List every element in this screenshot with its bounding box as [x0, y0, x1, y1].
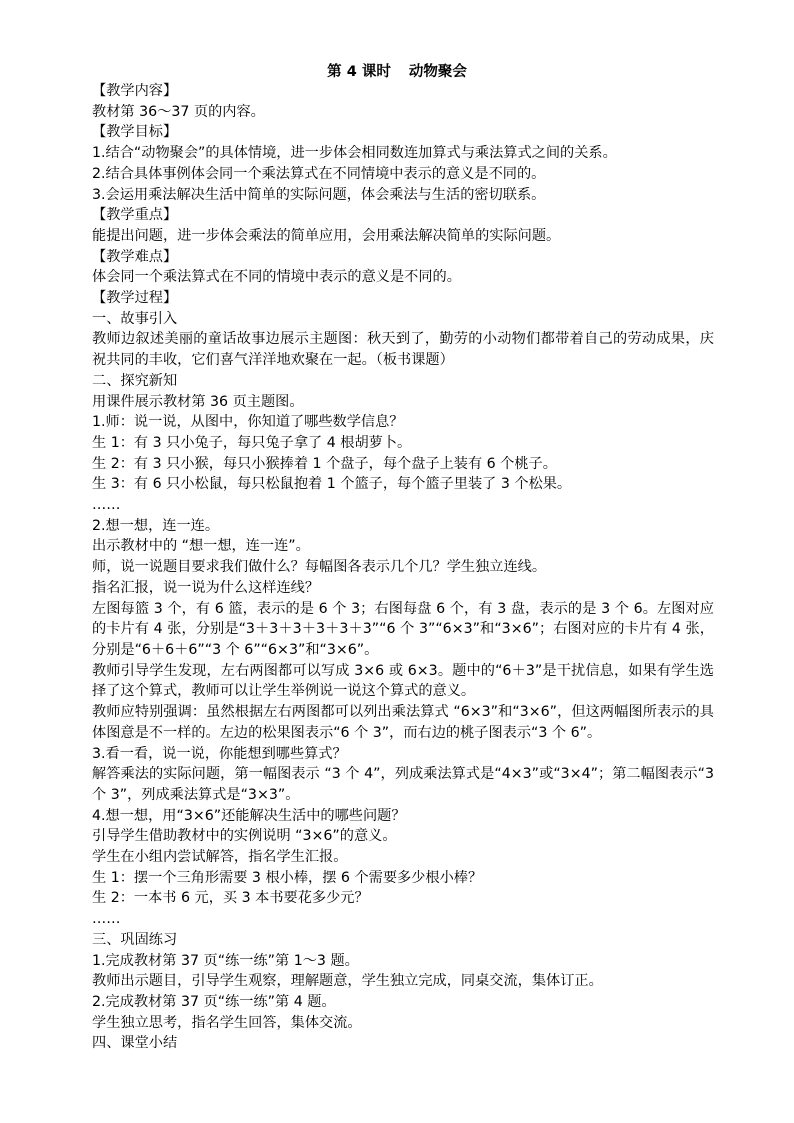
paragraph: 用课件展示教材第 36 页主题图。 — [92, 393, 304, 410]
paragraph: 教师应特别强调：虽然根据左右两图都可以列出乘法算式 “6×3”和“3×6”，但这两幅图所表示的具体图意是不一样的。左边的松果图表示“6 个 3”，而右边的桃子图表示“3 个 6”。 — [92, 704, 714, 741]
paragraph: 解答乘法的实际问题，第一幅图表示 “3 个 4”，列成乘法算式是“4×3”或“3×4”；第二幅图表示“3 个 3”，列成乘法算式是“3×3”。 — [92, 766, 714, 803]
document-body — [92, 81, 714, 1054]
paragraph: 生 1：有 3 只小兔子，每只兔子拿了 4 根胡萝卜。 — [92, 434, 412, 451]
lesson-title — [0, 62, 794, 82]
paragraph: 三、巩固练习 — [92, 931, 178, 948]
paragraph: 教材第 36～37 页的内容。 — [92, 103, 265, 120]
paragraph: 2.完成教材第 37 页“练一练”第 4 题。 — [92, 993, 336, 1010]
paragraph: 教师引导学生发现，左右两图都可以写成 3×6 或 6×3。题中的“6＋3”是干扰信息，如果有学生选择了这个算式，教师可以让学生举例说一说这个算式的意义。 — [92, 662, 714, 700]
paragraph: …… — [92, 911, 121, 928]
paragraph: 学生在小组内尝试解答，指名学生汇报。 — [92, 849, 348, 866]
paragraph: 【教学过程】 — [92, 290, 178, 307]
paragraph: 出示教材中的 “想一想，连一连”。 — [92, 538, 310, 555]
lesson-name: 动物聚会 — [408, 64, 467, 80]
paragraph: 一、故事引入 — [92, 310, 178, 327]
paragraph: 3.看一看，说一说，你能想到哪些算式？ — [92, 745, 347, 762]
paragraph: 【教学内容】 — [92, 83, 178, 99]
paragraph: 【教学重点】 — [92, 207, 178, 224]
paragraph: 二、探究新知 — [92, 372, 178, 389]
paragraph: 2.想一想，连一连。 — [92, 517, 220, 534]
paragraph: 1.完成教材第 37 页“练一练”第 1～3 题。 — [92, 952, 359, 969]
paragraph: 教师出示题目，引导学生观察，理解题意，学生独立完成，同桌交流，集体订正。 — [92, 973, 603, 990]
paragraph: 教师边叙述美丽的童话故事边展示主题图：秋天到了，勤劳的小动物们都带着自己的劳动成果，庆祝共同的丰收，它们喜气洋洋地欢聚在一起。（板书课题） — [92, 331, 714, 369]
paragraph: 1.师：说一说，从图中，你知道了哪些数学信息？ — [92, 414, 404, 431]
paragraph: 3.会运用乘法解决生活中简单的实际问题，体会乘法与生活的密切联系。 — [92, 186, 546, 203]
paragraph: 师，说一说题目要求我们做什么？每幅图各表示几个几？学生独立连线。 — [92, 559, 547, 576]
paragraph: 【教学难点】 — [92, 248, 178, 265]
lesson-number: 第 4 课时 — [327, 64, 391, 80]
paragraph: 学生独立思考，指名学生回答，集体交流。 — [92, 1014, 362, 1031]
paragraph: 四、课堂小结 — [92, 1035, 178, 1052]
paragraph: 生 1：摆一个三角形需要 3 根小棒，摆 6 个需要多少根小棒？ — [92, 869, 483, 886]
paragraph: 2.结合具体事例体会同一个乘法算式在不同情境中表示的意义是不同的。 — [92, 165, 546, 182]
paragraph: …… — [92, 497, 121, 514]
paragraph: 生 2：一本书 6 元，买 3 本书要花多少元？ — [92, 890, 369, 907]
paragraph: 生 3：有 6 只小松鼠，每只松鼠抱着 1 个篮子，每个篮子里装了 3 个松果。 — [92, 476, 572, 493]
paragraph: 【教学目标】 — [92, 124, 178, 141]
paragraph: 引导学生借助教材中的实例说明 “3×6”的意义。 — [92, 828, 397, 845]
paragraph: 体会同一个乘法算式在不同的情境中表示的意义是不同的。 — [92, 269, 461, 286]
paragraph: 指名汇报，说一说为什么这样连线？ — [92, 579, 320, 596]
paragraph: 左图每篮 3 个，有 6 篮，表示的是 6 个 3；右图每盘 6 个，有 3 盘，表示的是 3 个 6。左图对应的卡片有 4 张，分别是“3＋3＋3＋3＋3＋3”“6 个 3”“6×3”和“3×6”；右图对应的卡片有 4 张，分别是“6＋6＋6”“3 个 6”“6×3”和“3×6”。 — [92, 600, 714, 658]
paragraph: 能提出问题，进一步体会乘法的简单应用，会用乘法解决简单的实际问题。 — [92, 227, 561, 244]
paragraph: 4.想一想，用“3×6”还能解决生活中的哪些问题？ — [92, 807, 406, 824]
paragraph: 生 2：有 3 只小猴，每只小猴捧着 1 个盘子，每个盘子上装有 6 个桃子。 — [92, 455, 557, 472]
paragraph: 1.结合“动物聚会”的具体情境，进一步体会相同数连加算式与乘法算式之间的关系。 — [92, 145, 617, 162]
